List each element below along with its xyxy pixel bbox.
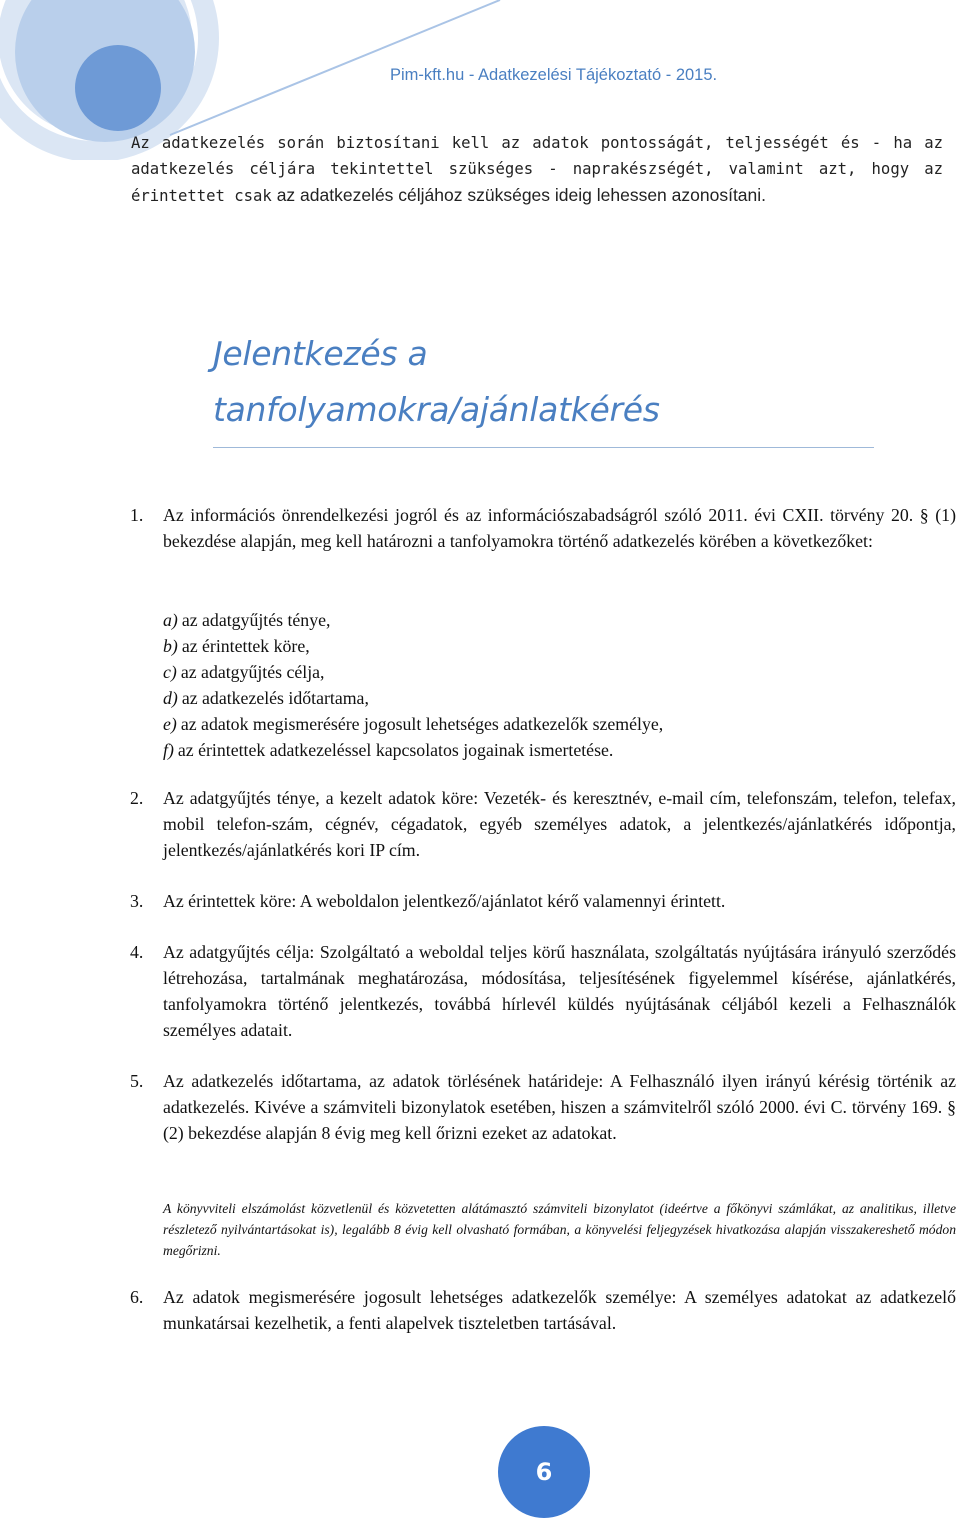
page-number-badge (498, 1426, 590, 1518)
list-number: 1. (130, 505, 144, 525)
sub-item-e (163, 711, 663, 737)
list-number: 3. (130, 891, 144, 911)
sub-item-letter: a) (163, 610, 178, 630)
sub-item-a (163, 607, 663, 633)
sub-item-text: az érintettek köre, (181, 636, 310, 656)
sub-item-letter: b) (163, 636, 178, 656)
sub-item-letter: c) (163, 662, 177, 682)
intro-paragraph (131, 130, 943, 209)
sub-item-text: az adatkezelés időtartama, (181, 688, 369, 708)
running-header: Pim-kft.hu - Adatkezelési Tájékoztató - 2015. (390, 66, 718, 84)
sub-item-text: az érintettek adatkezeléssel kapcsolatos jogainak ismertetése. (177, 740, 614, 760)
section-title: Jelentkezés a tanfolyamokra/ajánlatkérés (213, 334, 660, 429)
intro-text-main: Az adatkezelés során biztosítani kell az adatok pontosságát, teljességét és - ha az adatkezelés céljára tekintettel szükséges - naprakészségét, valamint azt, hogy az érintettet csak (131, 134, 943, 205)
page-number: 6 (535, 1458, 553, 1486)
list-text: Az adatkezelés időtartama, az adatok törlésének határideje: A Felhasználó ilyen irányú kérésig történik az adatkezelés. Kivéve a számviteli bizonylatok esetében, hiszen a számvitelről szóló 2000. évi C. törvény 169. § (2) bekezdése alapján 8 évig meg kell őrizni ezeket az adatokat. (163, 1071, 956, 1143)
intro-text-tail: az adatkezelés céljához szükséges ideig lehessen azonosítani. (271, 185, 767, 205)
list-text: Az adatgyűjtés célja: Szolgáltató a weboldal teljes körű használata, szolgáltatás nyújtására irányuló szerződés létrehozása, tartalmának meghatározása, módosítása, teljesítésének figyelemmel kísérése, ajánlatkérés, tanfolyamokra történő jelentkezés, továbbá hírlevél küldés nyújtásának céljából kezeli a Felhasználók személyes adatait. (163, 942, 956, 1040)
sub-item-d (163, 685, 663, 711)
list-number: 2. (130, 788, 144, 808)
sub-item-text: az adatgyűjtés célja, (180, 662, 325, 682)
list-text: Az érintettek köre: A weboldalon jelentkező/ajánlatot kérő valamennyi érintett. (163, 891, 726, 911)
title-underline (213, 447, 874, 448)
list-number: 4. (130, 942, 144, 962)
footnote-italic: A könyvviteli elszámolást közvetlenül és közvetetten alátámasztó számviteli bizonylatot (ideértve a főkönyvi számlákat, az analitikus, illetve részletező nyilvántartásokat is), legalább 8 évig kell olvasható formában, a könyvelési feljegyzések hivatkozása alapján visszakereshető módon megőrizni. (163, 1201, 956, 1258)
sub-item-text: az adatgyűjtés ténye, (181, 610, 331, 630)
sub-item-f (163, 737, 663, 763)
sub-item-c (163, 659, 663, 685)
list-text: Az adatgyűjtés ténye, a kezelt adatok köre: Vezeték- és keresztnév, e-mail cím, telefonszám, telefon, telefax, mobil telefon-szám, cégnév, cégadatok, egyéb személyes adatok, a jelentkezés/ajánlatkérés időpontja, jelentkezés/ajánlatkérés kori IP cím. (163, 788, 956, 860)
sub-item-text: az adatok megismerésére jogosult lehetséges adatkezelők személye, (180, 714, 664, 734)
sub-item-letter: f) (163, 740, 174, 760)
list-number: 6. (130, 1287, 144, 1307)
list-text: Az információs önrendelkezési jogról és az információszabadságról szóló 2011. évi CXII. törvény 20. § (1) bekezdése alapján, meg kell határozni a tanfolyamokra történő adatkezelés körében a következőket: (163, 505, 956, 551)
list-number: 5. (130, 1071, 144, 1091)
sub-item-b (163, 633, 663, 659)
decor-circle-small (75, 45, 161, 131)
list-text: Az adatok megismerésére jogosult lehetséges adatkezelők személye: A személyes adatokat az adatkezelő munkatársai kezelhetik, a fenti alapelvek tiszteletben tartásával. (163, 1287, 956, 1333)
sub-list (163, 607, 663, 763)
sub-item-letter: e) (163, 714, 177, 734)
sub-item-letter: d) (163, 688, 178, 708)
